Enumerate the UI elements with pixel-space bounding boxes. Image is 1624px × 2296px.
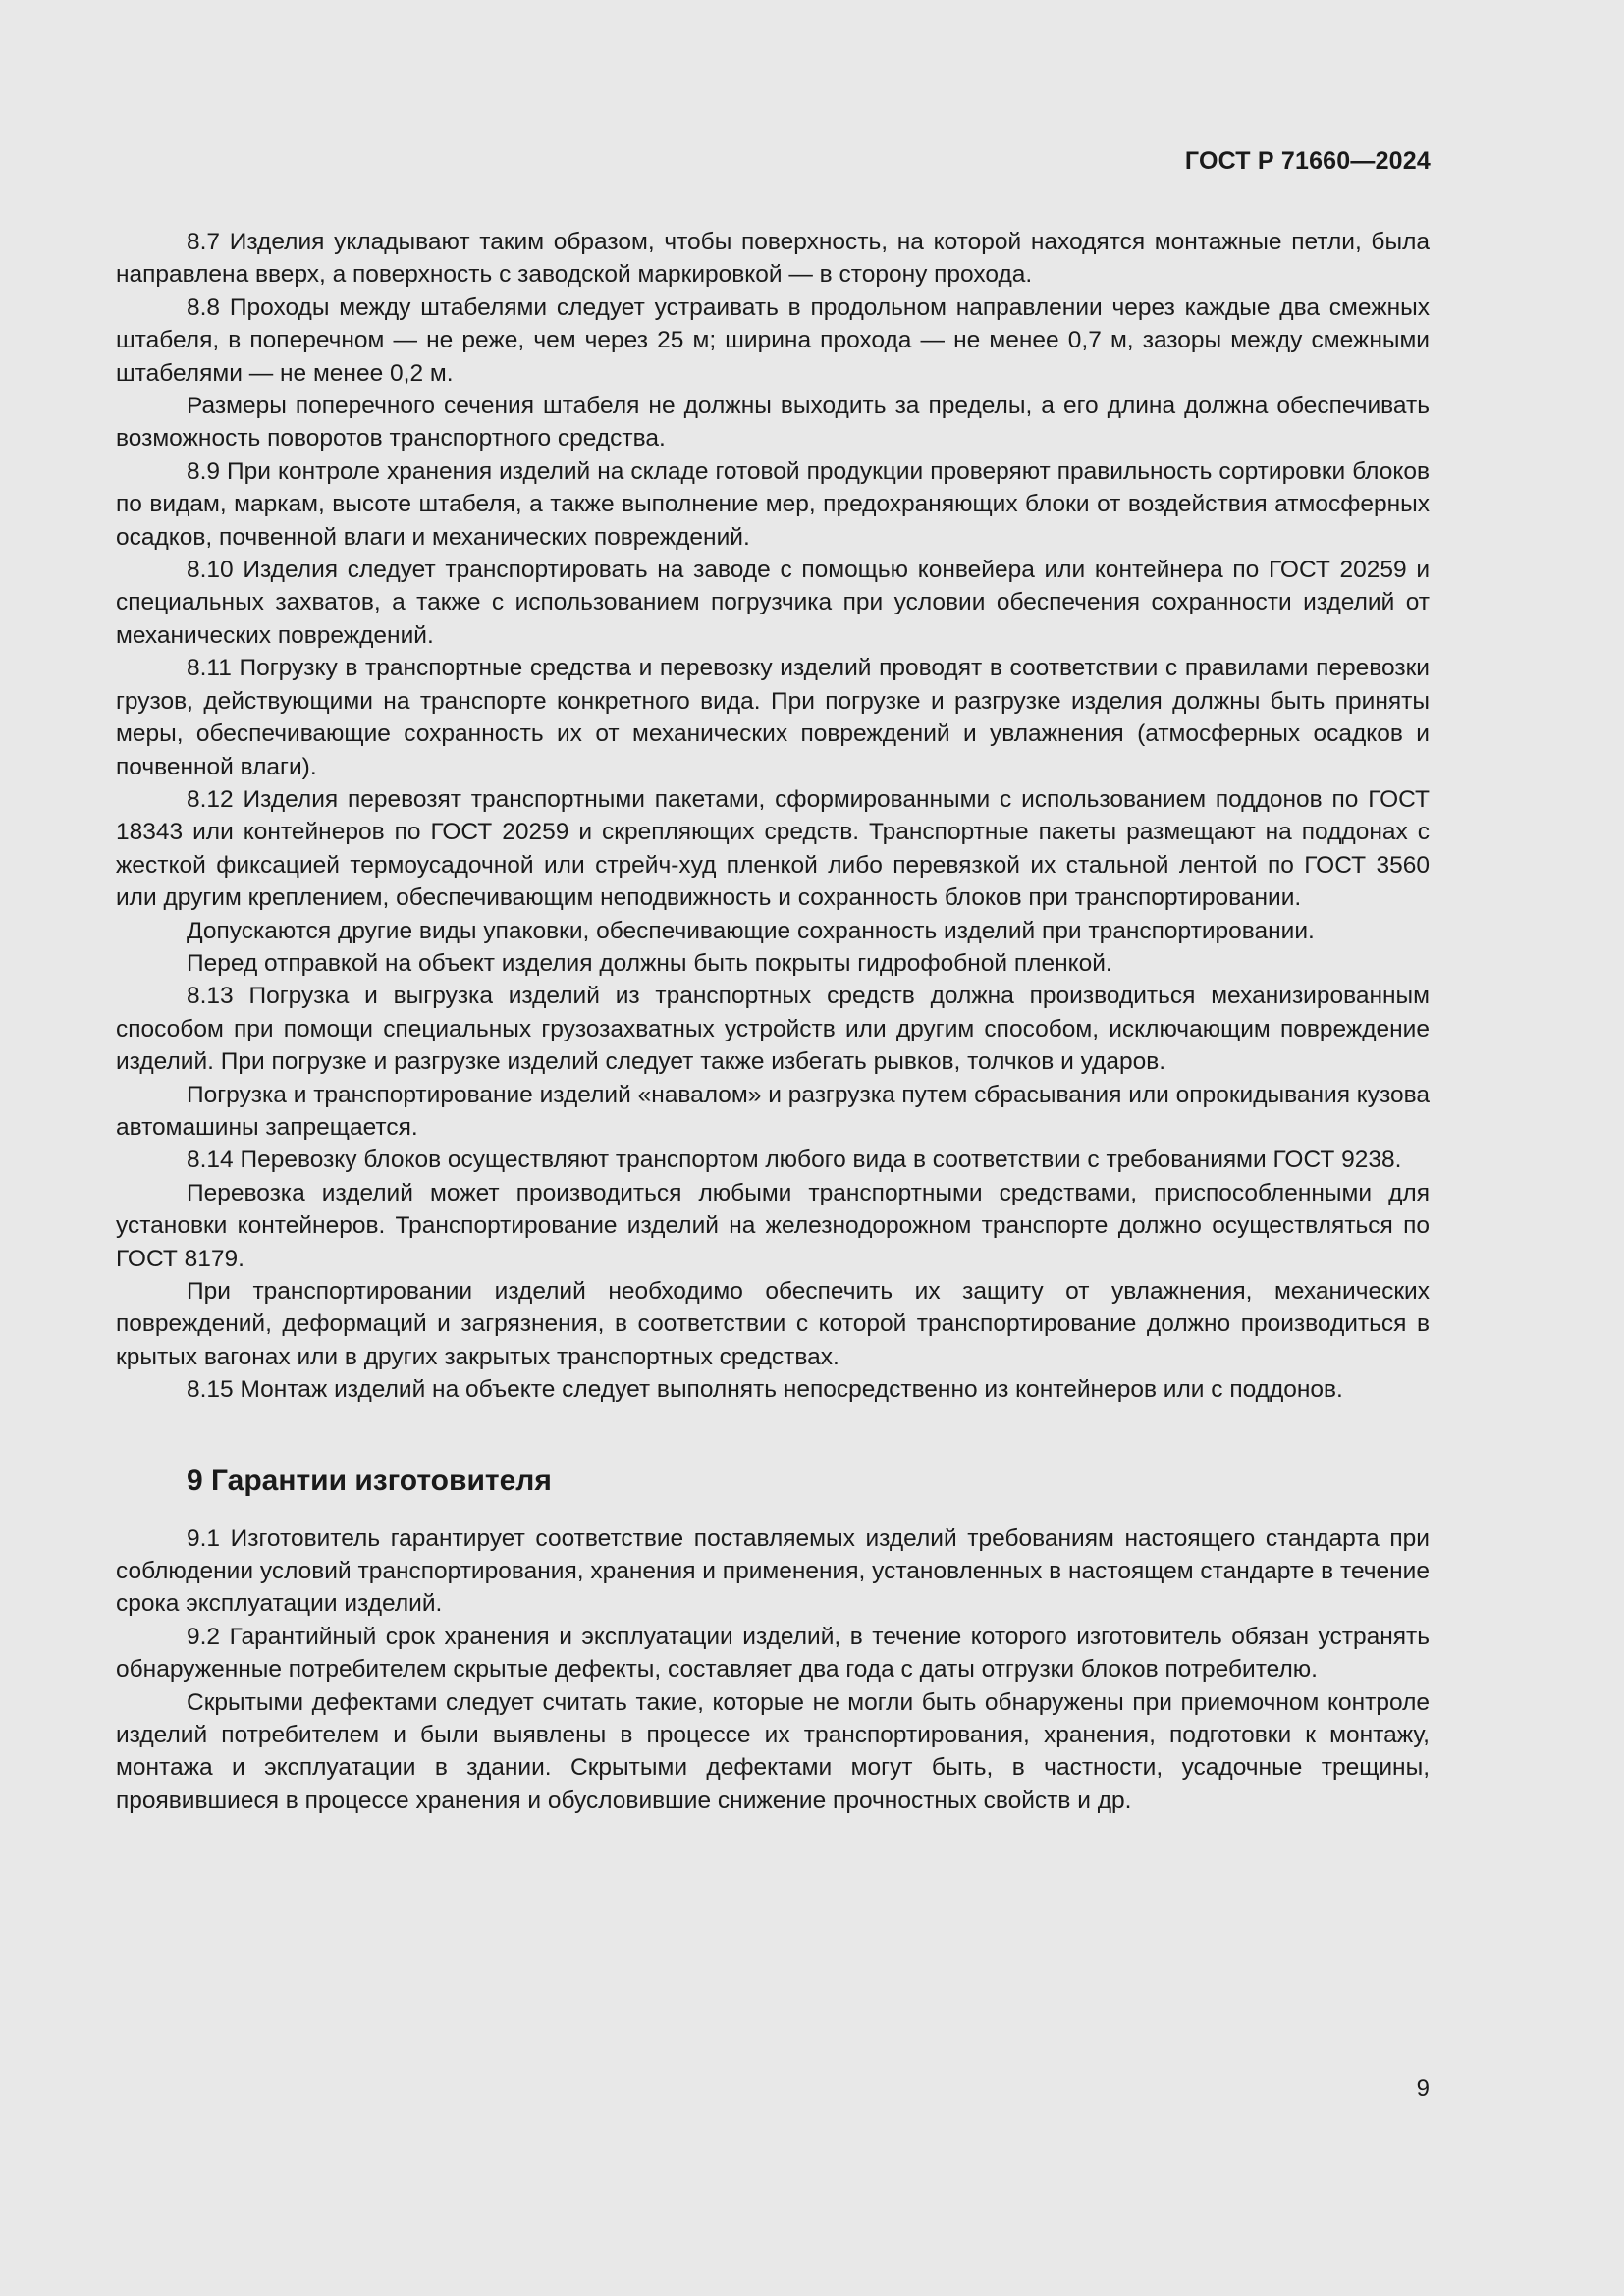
paragraph-9-1: 9.1 Изготовитель гарантирует соответствие поставляемых изделий требованиям настоящего стандарта при соблюдении условий транспортирования, хранения и применения, установленных в настоящем стандарте в течение срока эксплуатации изделий. — [116, 1524, 1430, 1618]
paragraph-9-2: 9.2 Гарантийный срок хранения и эксплуатации изделий, в течение которого изготовитель обязан устранять обнаруженные потребителем скрытые дефекты, составляет два года с даты отгрузки блоков потребителю. — [116, 1623, 1430, 1683]
paragraph-8-12-other-packaging: Допускаются другие виды упаковки, обеспечивающие сохранность изделий при транспортировании. — [187, 917, 1315, 944]
document-code-header: ГОСТ Р 71660—2024 — [1184, 147, 1431, 175]
document-body — [116, 226, 1430, 1817]
paragraph-8-12-hydrophobic-film: Перед отправкой на объект изделия должны быть покрыты гидрофобной пленкой. — [187, 949, 1112, 977]
paragraph-8-13-bulk-prohibited: Погрузка и транспортирование изделий «навалом» и разгрузка путем сбрасывания или опрокидывания кузова автомашины запрещается. — [116, 1081, 1430, 1141]
paragraph-8-14-protection: При транспортировании изделий необходимо обеспечить их защиту от увлажнения, механических повреждений, деформаций и загрязнения, в соответствии с которой транспортирование должно производиться в крытых вагонах или в других закрытых транспортных средствах. — [116, 1278, 1430, 1370]
page-number: 9 — [1416, 2075, 1430, 2102]
paragraph-8-13: 8.13 Погрузка и выгрузка изделий из транспортных средств должна производиться механизированным способом при помощи специальных грузозахватных устройств или другим способом, исключающим повреждение изделий. При погрузке и разгрузке изделий следует также избегать рывков, толчков и ударов. — [116, 983, 1430, 1076]
paragraph-8-14-containers: Перевозка изделий может производиться любыми транспортными средствами, приспособленными для установки контейнеров. Транспортирование изделий на железнодорожном транспорте должно осуществляться по ГОСТ 8179. — [116, 1179, 1430, 1272]
paragraph-8-9: 8.9 При контроле хранения изделий на складе готовой продукции проверяют правильность сортировки блоков по видам, маркам, высоте штабеля, а также выполнение мер, предохраняющих блоки от воздействия атмосферных осадков, почвенной влаги и механических повреждений. — [116, 457, 1430, 551]
paragraph-8-12: 8.12 Изделия перевозят транспортными пакетами, сформированными с использованием поддонов по ГОСТ 18343 или контейнеров по ГОСТ 20259 и скрепляющих средств. Транспортные пакеты размещают на поддонах с жесткой фиксацией термоусадочной или стрейч-худ пленкой либо перевязкой их стальной лентой по ГОСТ 3560 или другим креплением, обеспечивающим неподвижность и сохранность блоков при транспортировании. — [116, 785, 1430, 912]
paragraph-8-8: 8.8 Проходы между штабелями следует устраивать в продольном направлении через каждые два смежных штабеля, в поперечном — не реже, чем через 25 м; ширина прохода — не менее 0,7 м, зазоры между смежными штабелями — не менее 0,2 м. — [116, 294, 1430, 387]
section-9-title: 9 Гарантии изготовителя — [187, 1464, 552, 1497]
paragraph-8-7: 8.7 Изделия укладывают таким образом, чтобы поверхность, на которой находятся монтажные петли, была направлена вверх, а поверхность с заводской маркировкой — в сторону прохода. — [116, 229, 1430, 289]
paragraph-8-15: 8.15 Монтаж изделий на объекте следует выполнять непосредственно из контейнеров или с поддонов. — [187, 1376, 1343, 1404]
paragraph-8-11: 8.11 Погрузку в транспортные средства и перевозку изделий проводят в соответствии с правилами перевозки грузов, действующими на транспорте конкретного вида. При погрузке и разгрузке изделия должны быть приняты меры, обеспечивающие сохранность их от механических повреждений и увлажнения (атмосферных осадков и почвенной влаги). — [116, 655, 1430, 780]
paragraph-8-14: 8.14 Перевозку блоков осуществляют транспортом любого вида в соответствии с требованиями ГОСТ 9238. — [187, 1147, 1402, 1174]
paragraph-9-2-hidden-defects: Скрытыми дефектами следует считать такие, которые не могли быть обнаружены при приемочном контроле изделий потребителем и были выявлены в процессе их транспортирования, хранения, подготовки к монтажу, монтажа и эксплуатации в здании. Скрытыми дефектами могут быть, в частности, усадочные трещины, проявившиеся в процессе хранения и обусловившие снижение прочностных свойств и др. — [116, 1688, 1430, 1814]
paragraph-8-10: 8.10 Изделия следует транспортировать на заводе с помощью конвейера или контейнера по ГОСТ 20259 и специальных захватов, а также с использованием погрузчика при условии обеспечения сохранности изделий от механических повреждений. — [116, 557, 1430, 649]
paragraph-8-8-stack-dimensions: Размеры поперечного сечения штабеля не должны выходить за пределы, а его длина должна обеспечивать возможность поворотов транспортного средства. — [116, 393, 1430, 453]
